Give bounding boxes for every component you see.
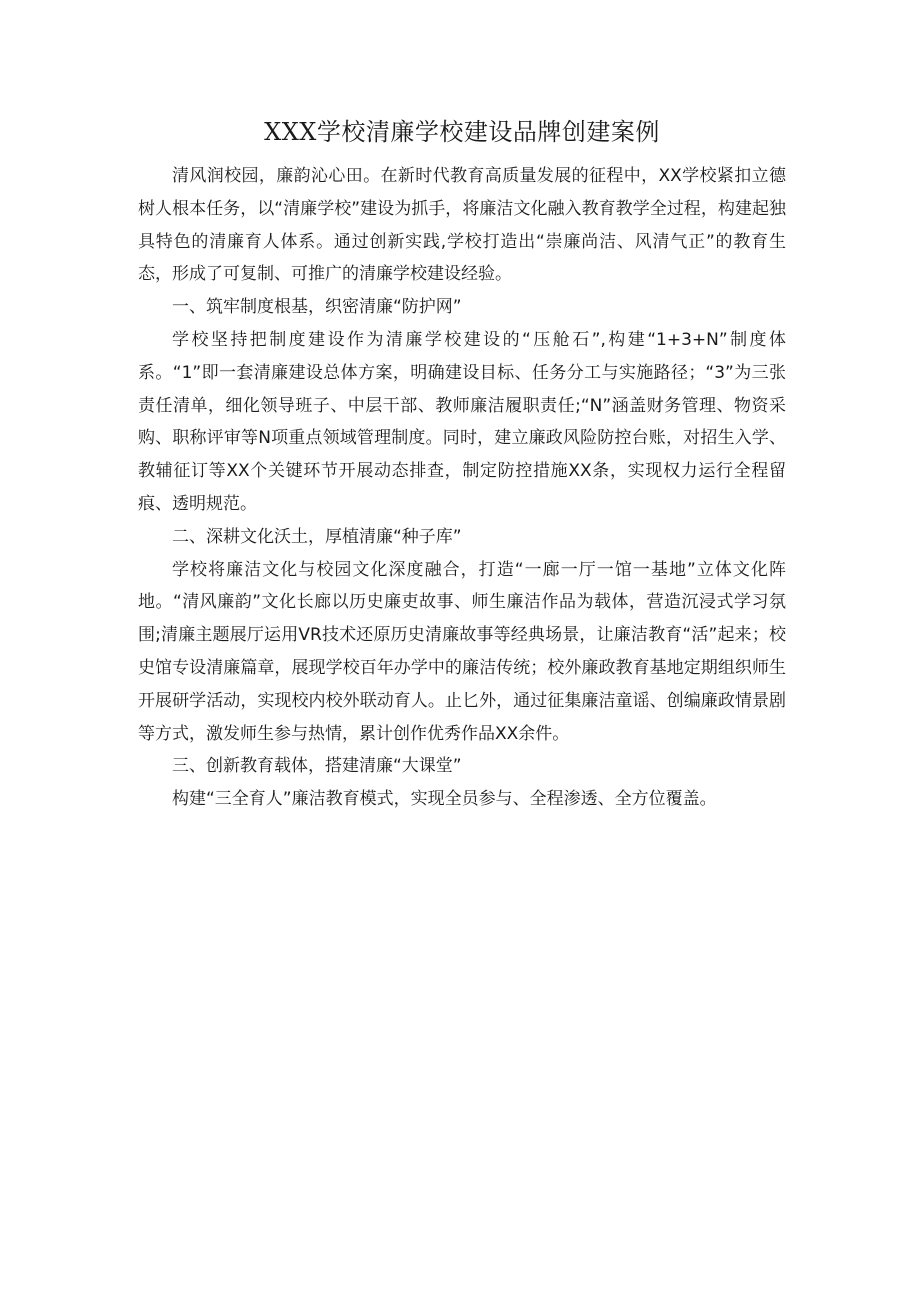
section-heading-1: 一、筑牢制度根基，织密清廉“防护网”	[172, 297, 462, 318]
document-page	[138, 0, 786, 1301]
intro-paragraph: 清风润校园，廉韵沁心田。在新时代教育高质量发展的征程中，XX学校紧扣立德树人根本任务，以“清廉学校”建设为抓手，将廉洁文化融入教育教学全过程，构建起独具特色的清廉育人体系。通过创新实践,学校打造出“崇廉尚洁、风清气正”的教育生态，形成了可复制、可推广的清廉学校建设经验。	[138, 166, 786, 285]
document-title: XXX学校清廉学校建设品牌创建案例	[264, 118, 660, 146]
section-heading-3: 三、创新教育载体，搭建清廉“大课堂”	[172, 756, 462, 777]
section-2-paragraph: 学校将廉洁文化与校园文化深度融合，打造“一廊一厅一馆一基地”立体文化阵地。“清风廉韵”文化长廊以历史廉吏故事、师生廉洁作品为载体，营造沉浸式学习氛围;清廉主题展厅运用VR技术还原历史清廉故事等经典场景，让廉洁教育“活”起来；校史馆专设清廉篇章，展现学校百年办学中的廉洁传统；校外廉政教育基地定期组织师生开展研学活动，实现校内校外联动育人。止匕外，通过征集廉洁童谣、创编廉政情景剧等方式，激发师生参与热情，累计创作优秀作品XX余件。	[138, 559, 786, 744]
section-1-paragraph: 学校坚持把制度建设作为清廉学校建设的“压舱石”,构建“1+3+N”制度体系。“1”即一套清廉建设总体方案，明确建设目标、任务分工与实施路径；“3”为三张责任清单，细化领导班子、中层干部、教师廉洁履职责任;“N”涵盖财务管理、物资采购、职称评审等N项重点领域管理制度。同时，建立廉政风险防控台账，对招生入学、教辅征订等XX个关键环节开展动态排查，制定防控措施XX条，实现权力运行全程留痕、透明规范。	[138, 329, 786, 514]
document-body	[138, 160, 786, 816]
section-heading-2: 二、深耕文化沃土，厚植清廉“种子库”	[172, 526, 462, 547]
section-3-paragraph: 构建“三全育人”廉洁教育模式，实现全员参与、全程渗透、全方位覆盖。	[172, 789, 717, 810]
